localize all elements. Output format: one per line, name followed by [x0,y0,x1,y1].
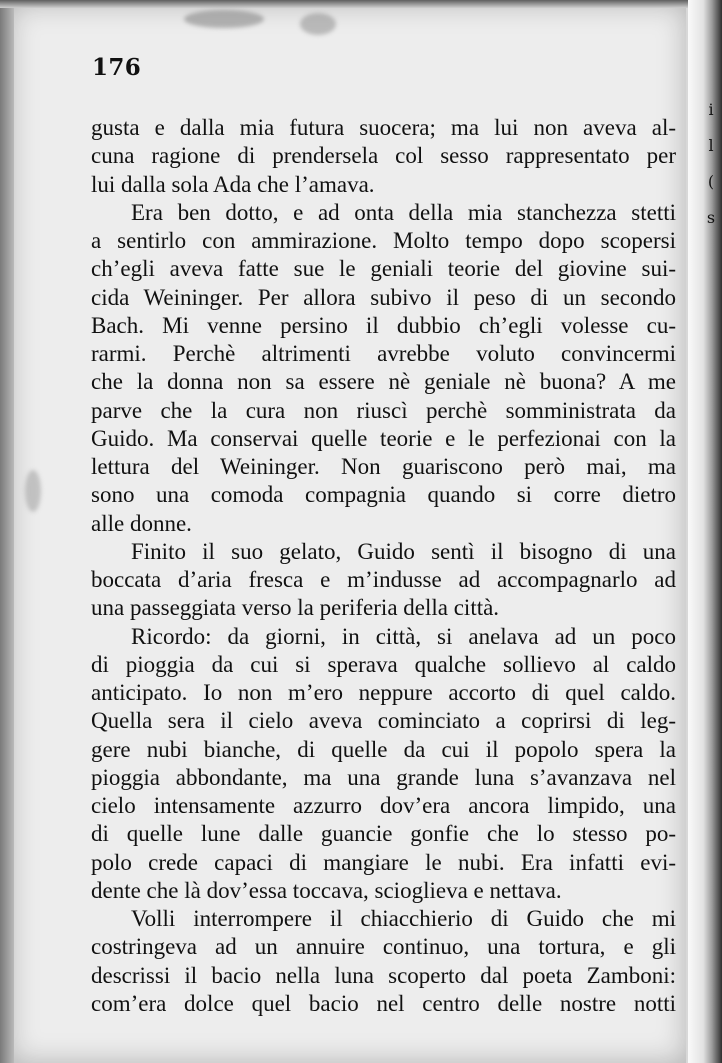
text-line: rarmi. Perchè altrimenti avrebbe voluto convincermi [91,341,676,366]
text-line: di quelle lune dalle guancie gonfie che lo stesso po- [91,821,676,847]
text-line: cuna ragione di prendersela col sesso rappresentato per [91,143,676,169]
text-line: anticipato. Io non m’ero neppure accorto di quel caldo. [91,680,676,705]
left-page-edge [0,0,14,1063]
text-line: Finito il suo gelato, Guido sentì il bisogno di una [131,538,676,564]
paragraph [91,623,676,906]
margin-fragment: ( [707,172,715,191]
paragraph [91,538,676,623]
text-line: di pioggia da cui si sperava qualche sollievo al caldo [91,651,676,677]
text-line: Bach. Mi venne persino il dubbio ch’egli volesse cu- [91,312,676,338]
book-binding-shadow [688,0,722,1063]
paragraph [91,114,676,199]
text-line: cielo intensamente azzurro dov’era ancora limpido, una [91,793,676,818]
paragraph [91,905,676,1018]
text-line: ch’egli aveva fatte sue le geniali teorie del giovine sui- [91,256,676,282]
text-line: Quella sera il cielo aveva cominciato a coprirsi di leg- [91,708,676,734]
text-line: descrissi il bacio nella luna scoperto dal poeta Zamboni: [91,962,676,988]
page-number: 176 [92,54,142,81]
text-line: sono una comoda compagnia quando si corre dietro [91,482,676,508]
text-line: una passeggiata verso la periferia della città. [91,595,500,621]
text-line: Ricordo: da giorni, in città, si anelava ad un poco [131,623,676,649]
top-page-edge [0,0,722,8]
margin-fragment: l [708,136,714,155]
text-line: gusta e dalla mia futura suocera; ma lui non aveva al- [91,115,676,140]
text-line: alle donne. [91,510,192,536]
margin-fragment: i [708,100,714,119]
text-line: boccata d’aria fresca e m’indusse ad accompagnarlo ad [91,567,676,592]
text-line: parve che la cura non riuscì perchè somministrata da [91,397,676,423]
text-line: cida Weininger. Per allora subivo il peso di un secondo [91,284,676,310]
text-line: gere nubi bianche, di quelle da cui il popolo spera la [91,736,676,762]
text-line: polo crede capaci di mangiare le nubi. Era infatti evi- [91,849,676,875]
text-line: lettura del Weininger. Non guariscono però mai, ma [91,454,676,479]
text-line: dente che là dov’essa toccava, scioglieva e nettava. [91,877,562,903]
right-margin-fragments [706,92,716,236]
text-line: lui dalla sola Ada che l’amava. [91,171,375,197]
text-line: costringeva ad un annuire continuo, una tortura, e gli [91,934,676,960]
paragraph [91,199,676,538]
text-line: Volli interrompere il chiacchierio di Guido che mi [131,906,676,931]
margin-fragment: s [706,208,716,227]
text-line: Guido. Ma conservai quelle teorie e le perfezionai con la [91,425,676,451]
text-line: pioggia abbondante, ma una grande luna s’avanzava nel [91,764,676,790]
text-line: a sentirlo con ammirazione. Molto tempo dopo scopersi [91,228,676,253]
text-line: com’era dolce quel bacio nel centro delle nostre notti [91,990,676,1016]
text-line: che la donna non sa essere nè geniale nè buona? A me [91,369,676,395]
body-text [91,114,676,1018]
text-line: Era ben dotto, e ad onta della mia stanchezza stetti [131,199,676,225]
